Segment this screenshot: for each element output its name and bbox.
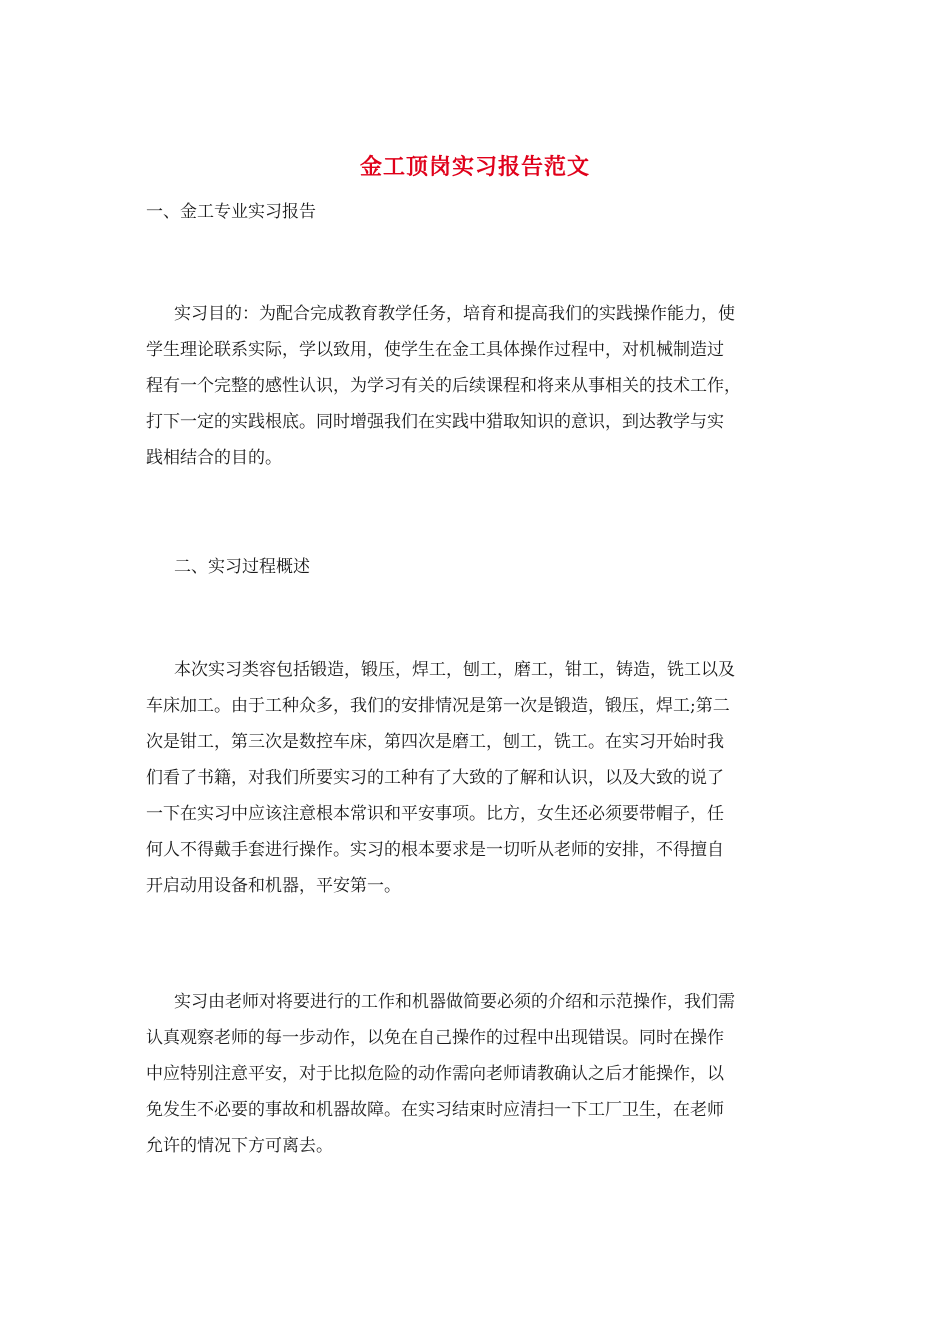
paragraph-procedure [146, 984, 808, 1164]
paragraph-purpose [146, 296, 808, 476]
paragraph-line: 程有一个完整的感性认识，为学习有关的后续课程和将来从事相关的技术工作， [146, 376, 741, 396]
paragraph-line: 认真观察老师的每一步动作，以免在自己操作的过程中出现错误。同时在操作 [146, 1028, 724, 1048]
paragraph-line: 本次实习类容包括锻造，锻压，焊工，刨工，磨工，钳工，铸造，铣工以及 [174, 660, 735, 680]
paragraph-line: 开启动用设备和机器，平安第一。 [146, 876, 401, 896]
document-title: 金工顶岗实习报告范文 [359, 154, 590, 180]
paragraph-line: 学生理论联系实际，学以致用，使学生在金工具体操作过程中，对机械制造过 [146, 340, 724, 360]
paragraph-line: 免发生不必要的事故和机器故障。在实习结束时应清扫一下工厂卫生，在老师 [146, 1100, 724, 1120]
paragraph-line: 中应特别注意平安，对于比拟危险的动作需向老师请教确认之后才能操作，以 [146, 1064, 724, 1084]
paragraph-line: 们看了书籍，对我们所要实习的工种有了大致的了解和认识，以及大致的说了 [146, 768, 724, 788]
section-heading-2: 二、实习过程概述 [174, 557, 310, 577]
paragraph-line: 车床加工。由于工种众多，我们的安排情况是第一次是锻造，锻压，焊工;第二 [146, 696, 730, 716]
section-heading-1: 一、金工专业实习报告 [146, 202, 316, 222]
paragraph-line: 践相结合的目的。 [146, 448, 282, 468]
paragraph-line: 允许的情况下方可离去。 [146, 1136, 333, 1156]
paragraph-line: 一下在实习中应该注意根本常识和平安事项。比方，女生还必须要带帽子，任 [146, 804, 724, 824]
paragraph-content [146, 652, 808, 904]
paragraph-line: 实习目的：为配合完成教育教学任务，培育和提高我们的实践操作能力，使 [174, 304, 735, 324]
paragraph-line: 何人不得戴手套进行操作。实习的根本要求是一切听从老师的安排，不得擅自 [146, 840, 724, 860]
paragraph-line: 次是钳工，第三次是数控车床，第四次是磨工，刨工，铣工。在实习开始时我 [146, 732, 724, 752]
paragraph-line: 实习由老师对将要进行的工作和机器做简要必须的介绍和示范操作，我们需 [174, 992, 735, 1012]
paragraph-line: 打下一定的实践根底。同时增强我们在实践中猎取知识的意识，到达教学与实 [146, 412, 724, 432]
